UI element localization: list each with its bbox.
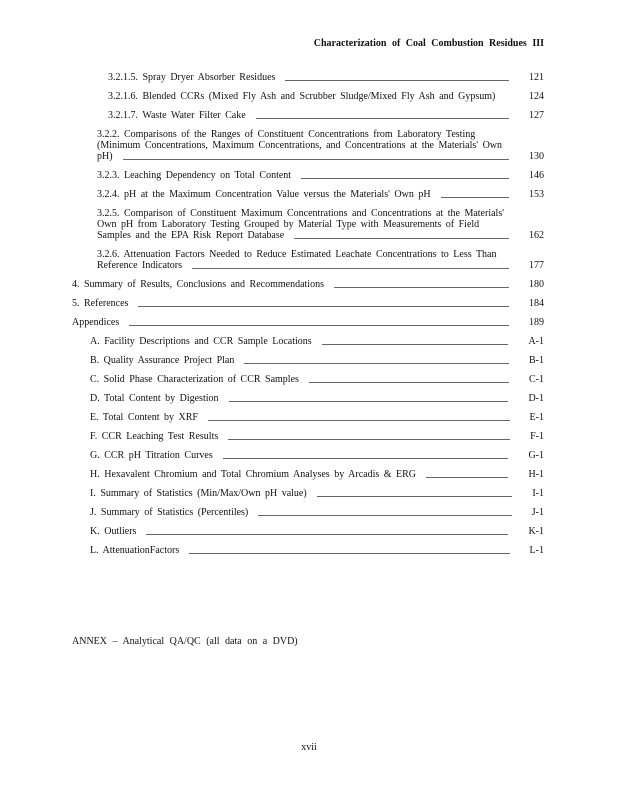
toc-leader-line (317, 496, 513, 497)
toc-entry-title: L. AttenuationFactors (90, 545, 180, 556)
toc-leader-line (322, 344, 509, 345)
table-of-contents (0, 72, 618, 564)
toc-entry-page: I-1 (532, 488, 544, 499)
toc-entry-page: 146 (529, 170, 544, 181)
toc-entry-page: 130 (529, 151, 544, 162)
toc-entry (0, 317, 618, 328)
toc-leader-line (138, 306, 509, 307)
toc-leader-line (129, 325, 509, 326)
toc-entry-title: 3.2.6. Attenuation Factors Needed to Reduce Estimated Leachate Concentrations to Less Than Reference Indicators (97, 249, 497, 271)
toc-entry (0, 374, 618, 385)
toc-entry-page: C-1 (529, 374, 544, 385)
annex-line: ANNEX – Analytical QA/QC (all data on a DVD) (72, 636, 298, 647)
toc-entry-title: 3.2.1.5. Spray Dryer Absorber Residues (108, 72, 276, 83)
toc-entry-title: 5. References (72, 298, 129, 309)
toc-entry (0, 279, 618, 290)
toc-leader-line (189, 553, 509, 554)
toc-entry-page: 124 (529, 91, 544, 102)
toc-leader-line (426, 477, 508, 478)
toc-leader-line (285, 80, 509, 81)
toc-entry-page: 127 (529, 110, 544, 121)
toc-entry-page: G-1 (528, 450, 544, 461)
toc-entry (0, 526, 618, 537)
toc-entry-title: 3.2.2. Comparisons of the Ranges of Constituent Concentrations from Laboratory Testing (Minimum Concentrations, Maximum Concentrations, and Concentrations at the Materials' Own pH) (97, 129, 503, 162)
toc-entry-title: H. Hexavalent Chromium and Total Chromium Analyses by Arcadis & ERG (90, 469, 417, 480)
toc-entry (0, 431, 618, 442)
running-header: Characterization of Coal Combustion Residues III (313, 38, 544, 49)
toc-leader-line (192, 268, 509, 269)
toc-entry (0, 412, 618, 423)
toc-entry-title: 3.2.4. pH at the Maximum Concentration Value versus the Materials' Own pH (97, 189, 431, 200)
toc-entry (0, 129, 618, 162)
toc-entry (0, 450, 618, 461)
toc-entry (0, 298, 618, 309)
toc-leader-line (228, 439, 510, 440)
toc-entry-title: I. Summary of Statistics (Min/Max/Own pH value) (90, 488, 307, 499)
toc-entry (0, 189, 618, 200)
toc-entry (0, 507, 618, 518)
toc-entry-title: 4. Summary of Results, Conclusions and Recommendations (72, 279, 324, 290)
toc-entry-page: J-1 (531, 507, 544, 518)
toc-entry-page: H-1 (528, 469, 544, 480)
toc-entry-page: 177 (529, 260, 544, 271)
toc-entry (0, 355, 618, 366)
toc-entry (0, 208, 618, 241)
toc-entry (0, 72, 618, 83)
toc-entry-title: F. CCR Leaching Test Results (90, 431, 219, 442)
toc-entry-page: 153 (529, 189, 544, 200)
toc-entry-page: 162 (529, 230, 544, 241)
toc-entry-title: 3.2.3. Leaching Dependency on Total Content (97, 170, 292, 181)
toc-entry (0, 170, 618, 181)
toc-entry-title: C. Solid Phase Characterization of CCR Samples (90, 374, 299, 385)
toc-entry-page: B-1 (529, 355, 544, 366)
toc-entry (0, 249, 618, 271)
toc-entry-title: 3.2.1.7. Waste Water Filter Cake (108, 110, 246, 121)
toc-entry-page: A-1 (528, 336, 544, 347)
toc-leader-line (334, 287, 509, 288)
toc-entry-page: 121 (529, 72, 544, 83)
toc-entry-title: G. CCR pH Titration Curves (90, 450, 213, 461)
toc-leader-line (244, 363, 509, 364)
toc-leader-line (441, 197, 509, 198)
toc-entry (0, 110, 618, 121)
toc-entry-title: B. Quality Assurance Project Plan (90, 355, 235, 366)
toc-entry (0, 393, 618, 404)
toc-entry-page: D-1 (528, 393, 544, 404)
toc-entry-page: L-1 (529, 545, 544, 556)
toc-entry (0, 91, 618, 102)
toc-leader-line (301, 178, 509, 179)
toc-entry (0, 545, 618, 556)
toc-entry-title: E. Total Content by XRF (90, 412, 198, 423)
toc-entry-title: Appendices (72, 317, 120, 328)
toc-entry-page: 189 (529, 317, 544, 328)
toc-entry (0, 488, 618, 499)
toc-entry-title: 3.2.5. Comparison of Constituent Maximum Concentrations and Concentrations at the Materials' Own pH from Laboratory Testing Grouped by Material Type with Measurements of Field Samples and the EPA Risk Report Database (97, 208, 505, 241)
toc-entry-page: E-1 (529, 412, 544, 423)
toc-leader-line (309, 382, 509, 383)
toc-leader-line (229, 401, 509, 402)
toc-entry-page: F-1 (530, 431, 544, 442)
toc-leader-line (256, 118, 509, 119)
toc-leader-line (208, 420, 510, 421)
toc-entry-title: 3.2.1.6. Blended CCRs (Mixed Fly Ash and Scrubber Sludge/Mixed Fly Ash and Gypsum) (108, 91, 496, 102)
toc-entry-page: 180 (529, 279, 544, 290)
toc-entry (0, 336, 618, 347)
toc-entry-page: K-1 (528, 526, 544, 537)
toc-entry-title: K. Outliers (90, 526, 137, 537)
toc-entry-page: 184 (529, 298, 544, 309)
toc-entry-title: J. Summary of Statistics (Percentiles) (90, 507, 249, 518)
toc-leader-line (146, 534, 508, 535)
toc-entry-title: A. Facility Descriptions and CCR Sample Locations (90, 336, 312, 347)
toc-leader-line (258, 515, 512, 516)
toc-leader-line (123, 159, 509, 160)
page-number: xvii (301, 742, 317, 753)
toc-leader-line (223, 458, 509, 459)
toc-leader-line (294, 238, 509, 239)
toc-entry-title: D. Total Content by Digestion (90, 393, 219, 404)
toc-entry (0, 469, 618, 480)
